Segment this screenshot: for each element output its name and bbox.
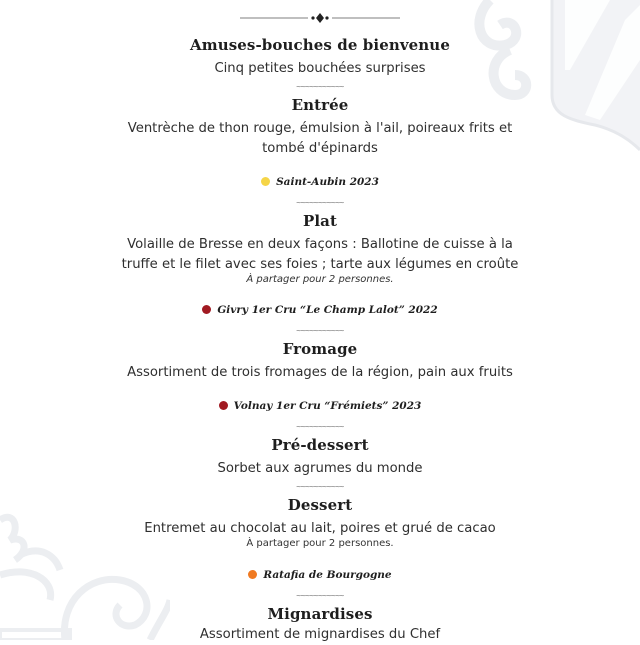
course-title-entree: Entrée — [291, 96, 349, 114]
tilde-separator: ~~~~~~~~~~~ — [296, 326, 344, 335]
wine-label: Saint-Aubin 2023 — [276, 176, 379, 188]
course-title-mignardises: Mignardises — [267, 605, 373, 623]
course-title-fromage: Fromage — [282, 340, 358, 358]
course-description: truffe et le filet avec ses foies ; tarte aux légumes en croûte — [121, 257, 519, 272]
course-title-pre-dessert: Pré-dessert — [271, 436, 369, 454]
sharing-note: À partager pour 2 personnes. — [246, 274, 394, 285]
course-description: Entremet au chocolat au lait, poires et grué de cacao — [144, 521, 496, 536]
tilde-separator: ~~~~~~~~~~~ — [296, 591, 344, 600]
course-description: Cinq petites bouchées surprises — [214, 61, 426, 76]
wine-label: Ratafia de Bourgogne — [263, 569, 392, 581]
red-wine-dot-icon — [219, 401, 228, 410]
course-description: Volaille de Bresse en deux façons : Ballotine de cuisse à la — [127, 237, 513, 252]
wine-pairing — [0, 569, 640, 581]
diamond-flourish-icon — [240, 12, 400, 24]
tilde-separator: ~~~~~~~~~~~ — [296, 198, 344, 207]
wine-pairing — [0, 304, 640, 316]
course-description: tombé d'épinards — [262, 141, 378, 156]
wine-label: Givry 1er Cru “Le Champ Lalot” 2022 — [217, 304, 438, 316]
tilde-separator: ~~~~~~~~~~~ — [296, 82, 344, 91]
white-wine-dot-icon — [261, 177, 270, 186]
course-description: Ventrèche de thon rouge, émulsion à l'ail, poireaux frits et — [127, 121, 513, 136]
wine-pairing — [0, 400, 640, 412]
course-title-plat: Plat — [302, 212, 338, 230]
wine-label: Volnay 1er Cru “Frémiets” 2023 — [233, 400, 422, 412]
sharing-note: À partager pour 2 personnes. — [246, 538, 394, 549]
course-description: Assortiment de mignardises du Chef — [199, 627, 441, 642]
course-title-amuses-bouches: Amuses-bouches de bienvenue — [190, 36, 450, 54]
red-wine-dot-icon — [202, 305, 211, 314]
ratafia-dot-icon — [248, 570, 257, 579]
course-description: Sorbet aux agrumes du monde — [217, 461, 423, 476]
course-title-dessert: Dessert — [287, 496, 353, 514]
tilde-separator: ~~~~~~~~~~~ — [296, 422, 344, 431]
tilde-separator: ~~~~~~~~~~~ — [296, 482, 344, 491]
course-description: Assortiment de trois fromages de la région, pain aux fruits — [127, 365, 513, 380]
wine-pairing — [0, 176, 640, 188]
